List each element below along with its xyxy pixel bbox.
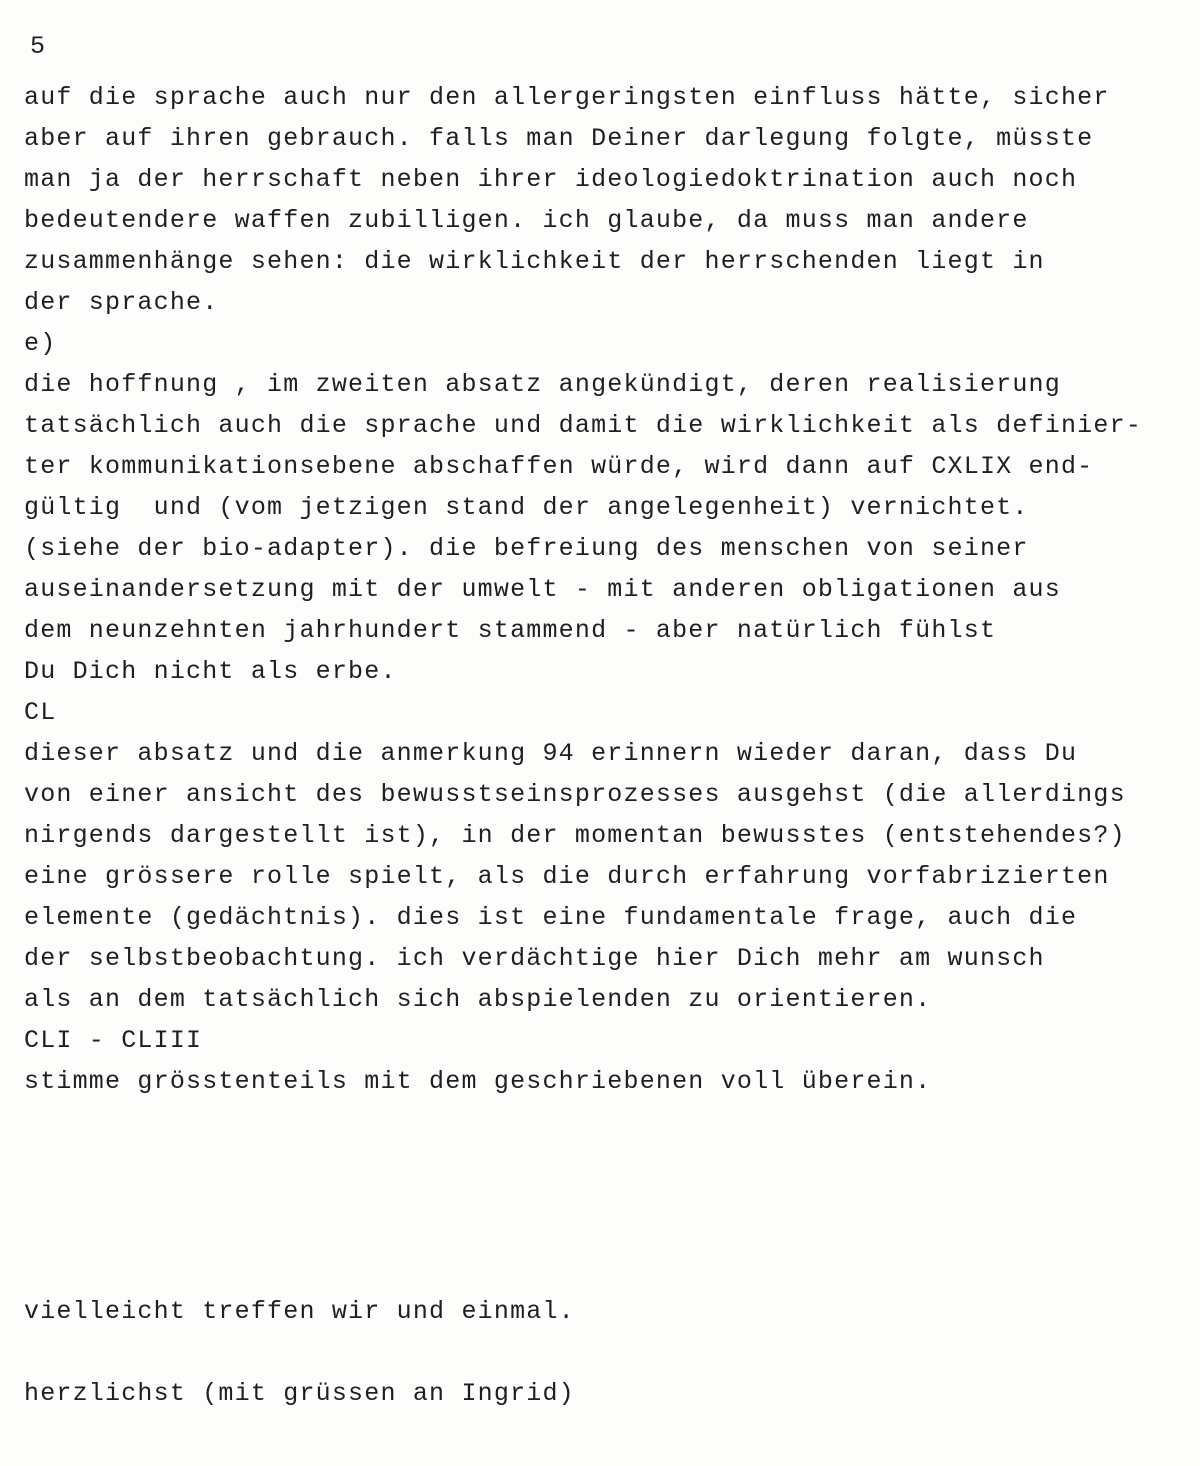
page-number: 5: [30, 32, 47, 61]
text-line: elemente (gedächtnis). dies ist eine fundamentale frage, auch die: [24, 903, 1078, 932]
text-line: bedeutendere waffen zubilligen. ich glaube, da muss man andere: [24, 206, 1029, 235]
text-line: dieser absatz und die anmerkung 94 erinnern wieder daran, dass Du: [24, 739, 1078, 768]
text-line: zusammenhänge sehen: die wirklichkeit der herrschenden liegt in: [24, 247, 1045, 276]
section-marker: e): [24, 329, 57, 358]
text-line: auseinandersetzung mit der umwelt - mit anderen obligationen aus: [24, 575, 1061, 604]
text-line: von einer ansicht des bewusstseinsprozesses ausgehst (die allerdings: [24, 780, 1126, 809]
closing-signoff: herzlichst (mit grüssen an Ingrid): [24, 1379, 575, 1408]
section-marker: CLI - CLIII: [24, 1026, 203, 1055]
text-line: Du Dich nicht als erbe.: [24, 657, 397, 686]
text-line: dem neunzehnten jahrhundert stammend - aber natürlich fühlst: [24, 616, 997, 645]
text-line: eine grössere rolle spielt, als die durch erfahrung vorfabrizierten: [24, 862, 1110, 891]
text-line: (siehe der bio-adapter). die befreiung des menschen von seiner: [24, 534, 1029, 563]
closing-line: vielleicht treffen wir und einmal.: [24, 1297, 575, 1326]
text-line: man ja der herrschaft neben ihrer ideologiedoktrination auch noch: [24, 165, 1078, 194]
text-line: nirgends dargestellt ist), in der momentan bewusstes (entstehendes?): [24, 821, 1126, 850]
section-marker: CL: [24, 698, 57, 727]
text-line: auf die sprache auch nur den allergeringsten einfluss hätte, sicher: [24, 83, 1110, 112]
text-line: tatsächlich auch die sprache und damit die wirklichkeit als definier-: [24, 411, 1142, 440]
text-line: die hoffnung , im zweiten absatz angekündigt, deren realisierung: [24, 370, 1061, 399]
text-line: der sprache.: [24, 288, 219, 317]
text-line: ter kommunikationsebene abschaffen würde, wird dann auf CXLIX end-: [24, 452, 1094, 481]
text-line: gültig und (vom jetzigen stand der angelegenheit) vernichtet.: [24, 493, 1029, 522]
text-line: der selbstbeobachtung. ich verdächtige hier Dich mehr am wunsch: [24, 944, 1045, 973]
text-line: als an dem tatsächlich sich abspielenden zu orientieren.: [24, 985, 932, 1014]
text-line: aber auf ihren gebrauch. falls man Deiner darlegung folgte, müsste: [24, 124, 1094, 153]
text-line: stimme grösstenteils mit dem geschriebenen voll überein.: [24, 1067, 932, 1096]
